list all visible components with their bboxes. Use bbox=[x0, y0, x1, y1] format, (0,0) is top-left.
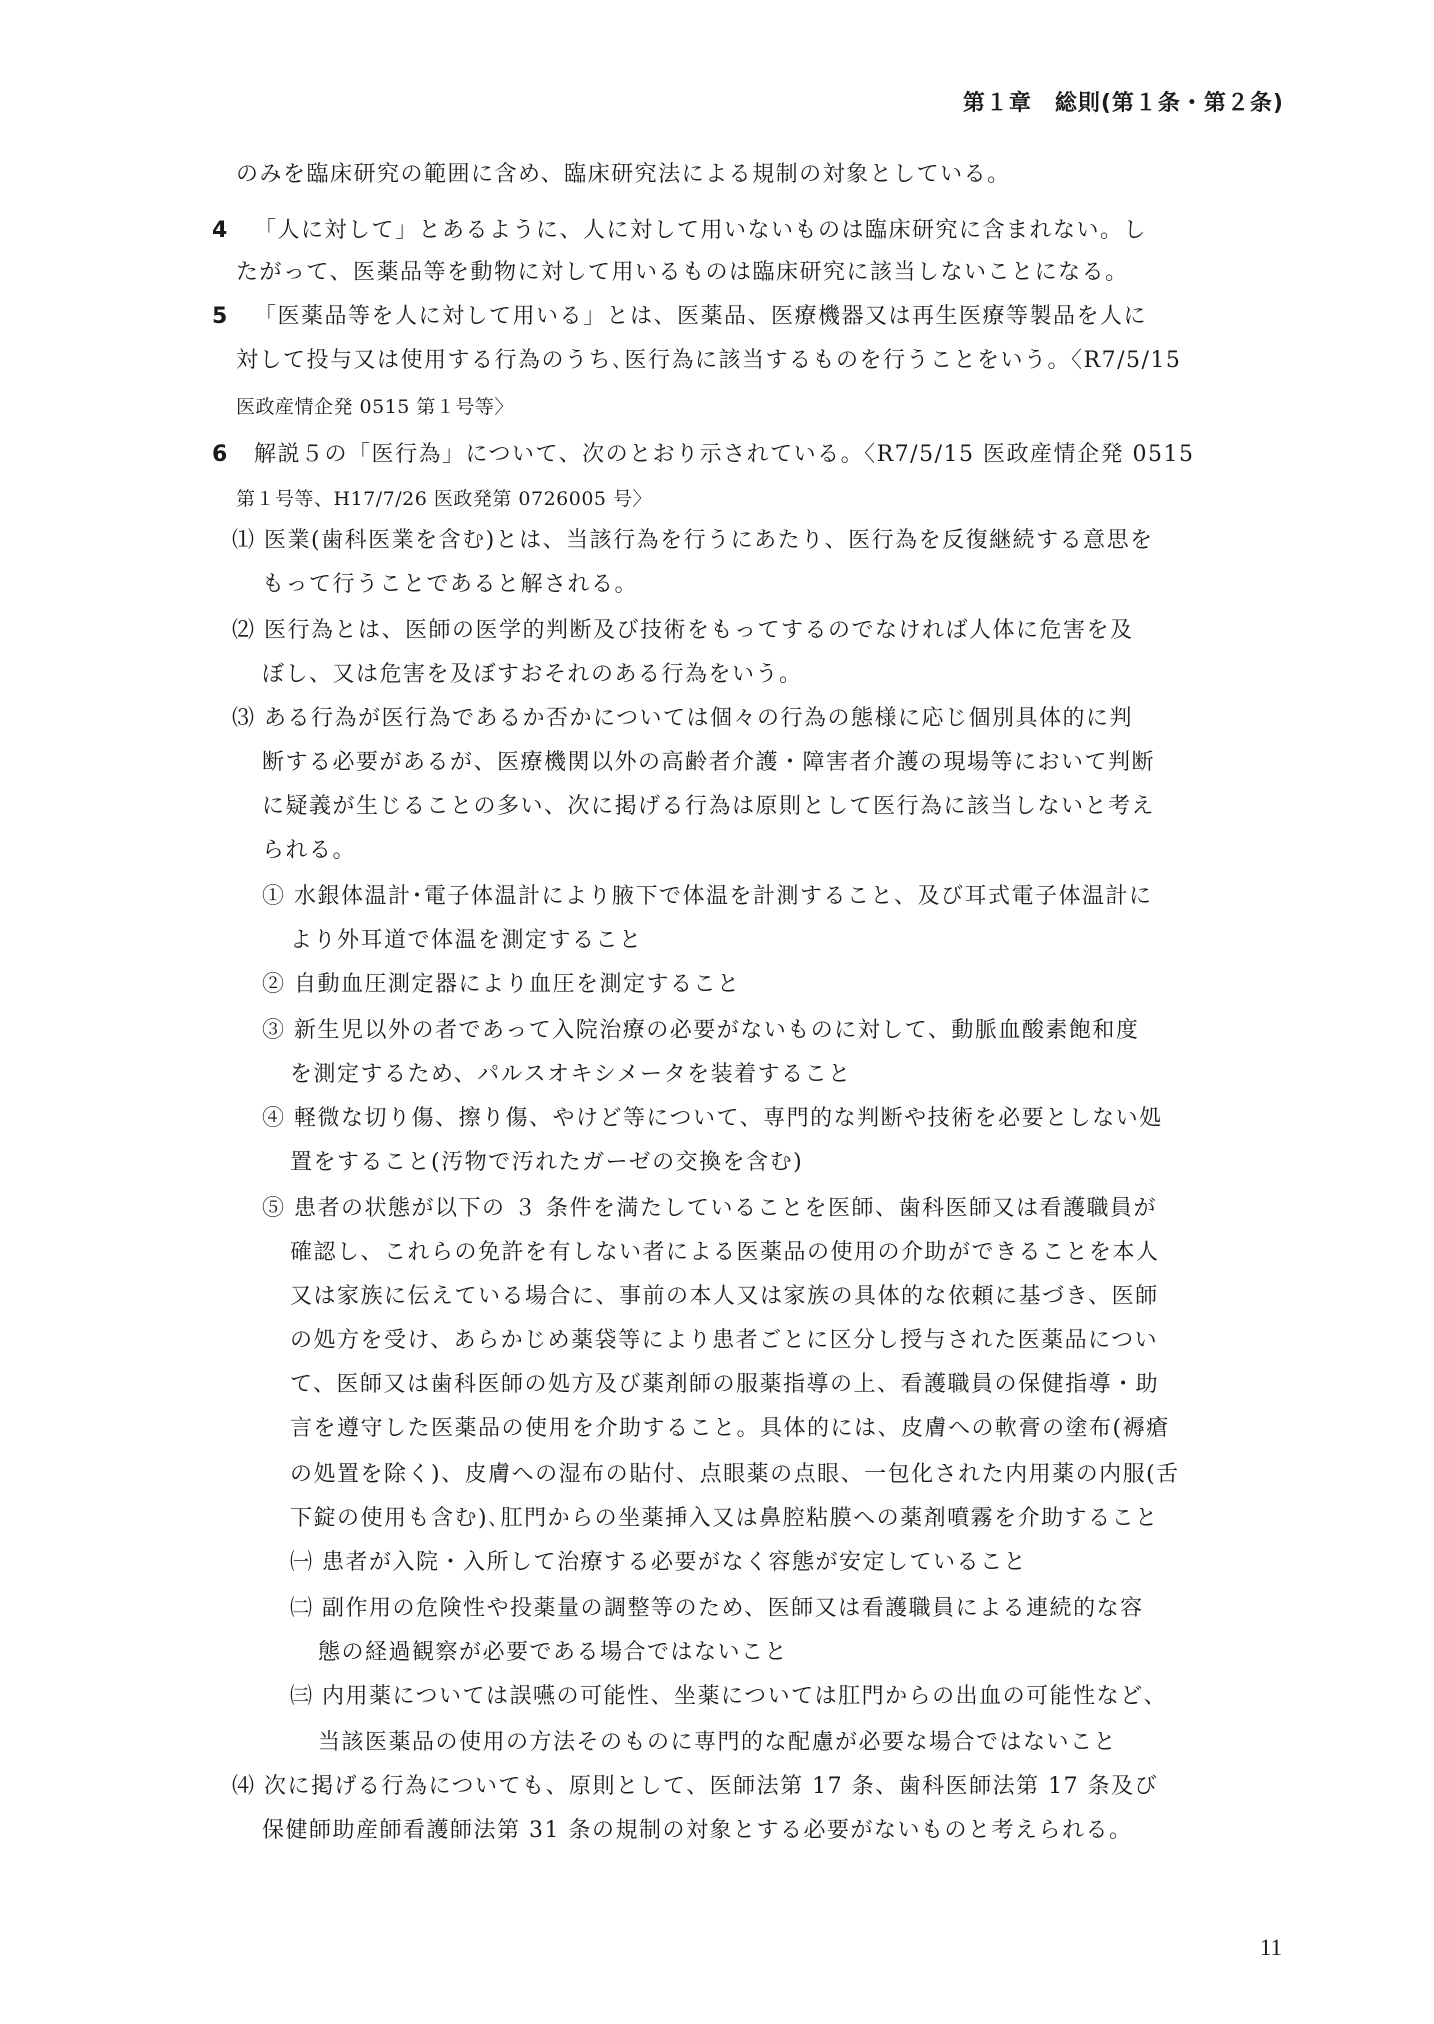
sub-item-4-line-2: 保健師助産師看護師法第 31 条の規制の対象とする必要がないものと考えられる。 bbox=[262, 1818, 1133, 1843]
circled-item-3-line-1: ③ 新生児以外の者であって入院治療の必要がないものに対して、動脈血酸素飽和度 bbox=[262, 1018, 1140, 1043]
sub-item-3-line-1: ⑶ ある行為が医行為であるか否かについては個々の行為の態様に応じ個別具体的に判 bbox=[232, 706, 1134, 731]
kanji-item-2-line-1: ㈡ 副作用の危険性や投薬量の調整等のため、医師又は看護職員による連続的な容 bbox=[290, 1596, 1144, 1621]
circled-item-5-line-1: ⑤ 患者の状態が以下の ３ 条件を満たしていることを医師、歯科医師又は看護職員が bbox=[262, 1196, 1157, 1221]
circled-item-5-line-7: の処置を除く)、皮膚への湿布の貼付、点眼薬の点眼、一包化された内用薬の内服(舌 bbox=[290, 1462, 1180, 1487]
circled-item-5-line-4: の処方を受け、あらかじめ薬袋等により患者ごとに区分し授与された医薬品につい bbox=[290, 1328, 1159, 1353]
item-6-line-2: 第１号等、H17/7/26 医政発第 0726005 号〉 bbox=[236, 488, 653, 510]
item-6-number: 6 bbox=[212, 442, 228, 467]
item-4-line-2: たがって、医薬品等を動物に対して用いるものは臨床研究に該当しないことになる。 bbox=[236, 260, 1129, 285]
circled-item-1-line-1: ① 水銀体温計･電子体温計により腋下で体温を計測すること、及び耳式電子体温計に bbox=[262, 884, 1153, 909]
circled-item-5-line-2: 確認し、これらの免許を有しない者による医薬品の使用の介助ができることを本人 bbox=[290, 1240, 1160, 1265]
sub-item-3-line-3: に疑義が生じることの多い、次に掲げる行為は原則として医行為に該当しないと考え bbox=[262, 794, 1156, 819]
item-5-line-3: 医政産情企発 0515 第１号等〉 bbox=[236, 396, 514, 418]
circled-item-5-line-3: 又は家族に伝えている場合に、事前の本人又は家族の具体的な依頼に基づき、医師 bbox=[290, 1284, 1159, 1309]
circled-item-4-line-2: 置をすること(汚物で汚れたガーゼの交換を含む) bbox=[290, 1150, 804, 1175]
sub-item-3-line-4: られる。 bbox=[262, 838, 357, 863]
sub-item-2-line-2: ぼし、又は危害を及ぼすおそれのある行為をいう。 bbox=[262, 662, 803, 687]
circled-item-5-line-5: て、医師又は歯科医師の処方及び薬剤師の服薬指導の上、看護職員の保健指導・助 bbox=[290, 1372, 1160, 1397]
item-5-number: 5 bbox=[212, 304, 228, 329]
circled-item-3-line-2: を測定するため、パルスオキシメータを装着すること bbox=[290, 1062, 852, 1087]
page-number: 11 bbox=[1259, 1935, 1282, 1960]
item-5-line-2: 対して投与又は使用する行為のうち､医行為に該当するものを行うことをいう。〈R7/5/15 bbox=[236, 348, 1182, 373]
item-4-number: 4 bbox=[212, 218, 228, 243]
continuation-text: のみを臨床研究の範囲に含め、臨床研究法による規制の対象としている。 bbox=[236, 162, 1011, 187]
circled-item-1-line-2: より外耳道で体温を測定すること bbox=[290, 928, 643, 953]
sub-item-3-line-2: 断する必要があるが、医療機関以外の高齢者介護・障害者介護の現場等において判断 bbox=[262, 750, 1156, 775]
circled-item-2-line-1: ② 自動血圧測定器により血圧を測定すること bbox=[262, 972, 741, 997]
item-5-line-1: 「医薬品等を人に対して用いる」とは、医薬品、医療機器又は再生医療等製品を人に bbox=[254, 304, 1148, 329]
circled-item-5-line-6: 言を遵守した医薬品の使用を介助すること。具体的には、皮膚への軟膏の塗布(褥瘡 bbox=[290, 1416, 1170, 1441]
sub-item-1-line-2: もって行うことであると解される。 bbox=[262, 572, 639, 597]
running-header: 第１章 総則(第１条・第２条) bbox=[962, 91, 1284, 116]
sub-item-4-line-1: ⑷ 次に掲げる行為についても、原則として、医師法第 17 条、歯科医師法第 17 条及び bbox=[232, 1774, 1159, 1799]
item-6-line-1: 解説５の「医行為」について、次のとおり示されている。〈R7/5/15 医政産情企発 0515 bbox=[254, 442, 1195, 467]
circled-item-5-line-8: 下錠の使用も含む)､肛門からの坐薬挿入又は鼻腔粘膜への薬剤噴霧を介助すること bbox=[290, 1506, 1159, 1531]
circled-item-4-line-1: ④ 軽微な切り傷、擦り傷、やけど等について、専門的な判断や技術を必要としない処 bbox=[262, 1106, 1163, 1131]
kanji-item-2-line-2: 態の経過観察が必要である場合ではないこと bbox=[318, 1640, 789, 1665]
kanji-item-3-line-2: 当該医薬品の使用の方法そのものに専門的な配慮が必要な場合ではないこと bbox=[318, 1730, 1118, 1755]
sub-item-2-line-1: ⑵ 医行為とは、医師の医学的判断及び技術をもってするのでなければ人体に危害を及 bbox=[232, 618, 1134, 643]
kanji-item-3-line-1: ㈢ 内用薬については誤嚥の可能性、坐薬については肛門からの出血の可能性など、 bbox=[290, 1684, 1168, 1709]
kanji-item-1-line-1: ㈠ 患者が入院・入所して治療する必要がなく容態が安定していること bbox=[290, 1550, 1027, 1575]
item-4-line-1: 「人に対して」とあるように、人に対して用いないものは臨床研究に含まれない。し bbox=[254, 218, 1148, 243]
sub-item-1-line-1: ⑴ 医業(歯科医業を含む)とは、当該行為を行うにあたり、医行為を反復継続する意思を bbox=[232, 528, 1154, 553]
